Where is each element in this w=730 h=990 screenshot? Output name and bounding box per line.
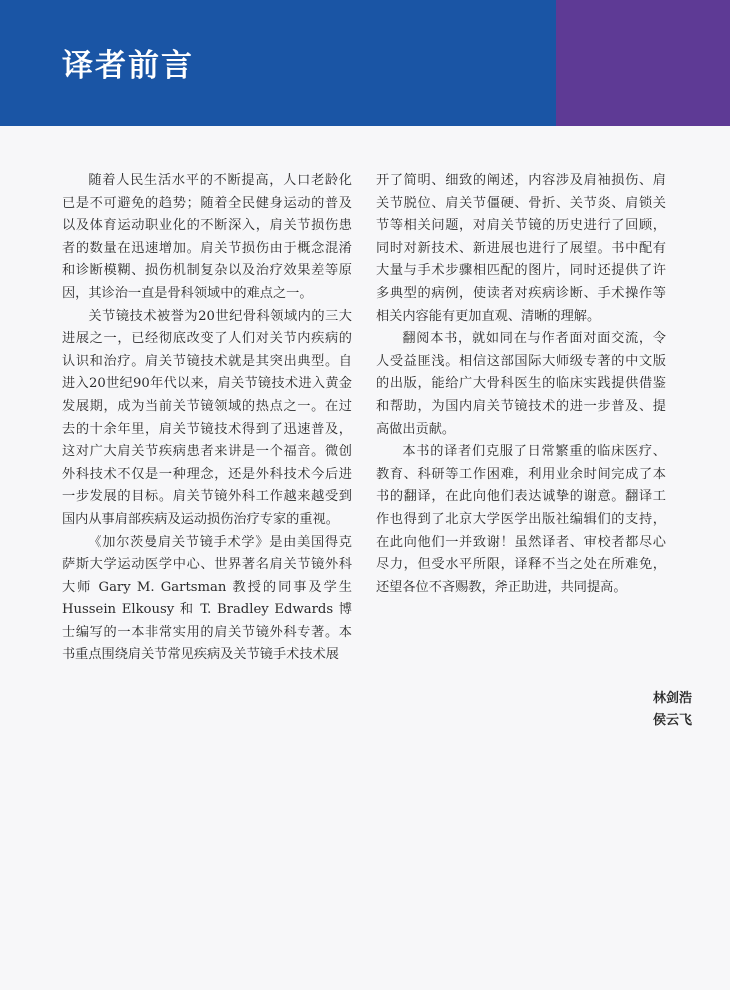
paragraph: 随着人民生活水平的不断提高，人口老龄化已是不可避免的趋势；随着全民健身运动的普及以及体育运动职业化的不断深入，肩关节损伤患者的数量在迅速增加。肩关节损伤由于概念混淆和诊断模糊、损伤机制复杂以及治疗效果差等原因，其诊治一直是骨科领域中的难点之一。 xyxy=(62,173,352,301)
translator-name: 林剑浩 xyxy=(652,691,692,706)
paragraph: 本书的译者们克服了日常繁重的临床医疗、教育、科研等工作困难，利用业余时间完成了本书的翻译，在此向他们表达诚挚的谢意。翻译工作也得到了北京大学医学出版社编辑们的支持，在此向他们一并致谢！虽然译者、审校者都尽心尽力，但受水平所限，译释不当之处在所难免，还望各位不吝赐教，斧正助进，共同提高。 xyxy=(376,444,666,595)
paragraph: 关节镜技术被誉为20世纪骨科领域内的三大进展之一，已经彻底改变了人们对关节内疾病的认识和治疗。肩关节镜技术就是其突出典型。自进入20世纪90年代以来，肩关节镜技术进入黄金发展期，成为当前关节镜领域的热点之一。在过去的十余年里，肩关节镜技术得到了迅速普及，这对广大肩关节疾病患者来讲是一个福音。微创外科技术不仅是一种理念，还是外科技术今后进一步发展的目标。肩关节镜外科工作越来越受到国内从事肩部疾病及运动损伤治疗专家的重视。 xyxy=(62,308,352,527)
header-banner-purple xyxy=(556,0,730,126)
paragraph: 翻阅本书，就如同在与作者面对面交流，令人受益匪浅。相信这部国际大师级专著的中文版的出版，能给广大骨科医生的临床实践提供借鉴和帮助，为国内肩关节镜技术的进一步普及、提高做出贡献。 xyxy=(376,331,666,437)
paragraph: 《加尔茨曼肩关节镜手术学》是由美国得克萨斯大学运动医学中心、世界著名肩关节镜外科大师 Gary M. Gartsman 教授的同事及学生 Hussein Elkousy 和 T. Bradley Edwards 博士编写的一本非常实用的肩关节镜外科专著。本书重点围绕肩关节常见疾病及关节镜手术技术展 xyxy=(62,534,352,663)
page-title: 译者前言 xyxy=(62,48,194,84)
right-column xyxy=(376,170,666,599)
translator-signature xyxy=(560,688,692,732)
paragraph-continuation: 开了简明、细致的阐述，内容涉及肩袖损伤、肩关节脱位、肩关节僵硬、骨折、关节炎、肩锁关节等相关问题，对肩关节镜的历史进行了回顾，同时对新技术、新进展也进行了展望。书中配有大量与手术步骤相匹配的图片，同时还提供了许多典型的病例，使读者对疾病诊断、手术操作等相关内容能有更加直观、清晰的理解。 xyxy=(376,173,666,324)
left-column xyxy=(62,170,352,667)
translator-name: 侯云飞 xyxy=(652,713,692,728)
